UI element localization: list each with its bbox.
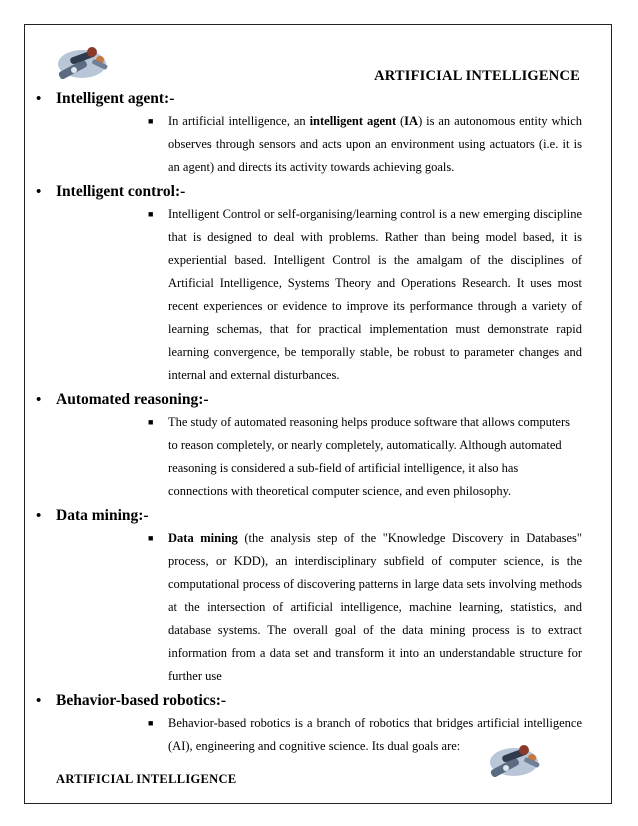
section-heading: • Intelligent control:- <box>36 181 584 203</box>
section-heading: • Behavior-based robotics:- <box>36 690 584 712</box>
section-paragraph: ■ The study of automated reasoning helps produce software that allows computers to reason completely, or nearly completely, automatically. Although automated reasoning is considered a sub-field of artificial intelligence, it also has connections with theoretical computer science, and even philosophy. <box>168 411 584 503</box>
section-paragraph: ■ Behavior-based robotics is a branch of robotics that bridges artificial intelligence (AI), engineering and cognitive science. Its dual goals are: <box>168 712 584 758</box>
section-intelligent-control <box>36 181 584 387</box>
section-paragraph: ■ Intelligent Control or self-organising/learning control is a new emerging discipline that is designed to deal with problems. Rather than being model based, it is experiential based. Intelligent Control is the amalgam of the disciplines of Artificial Intelligence, Systems Theory and Operations Research. It uses most recent experiences or evidence to improve its performance through a variety of learning schemas, that for practical implementation must demonstrate rapid learning convergence, be temporally stable, be robust to parameter changes and internal and external disturbances. <box>168 203 584 387</box>
robot-hand-icon <box>52 40 114 84</box>
robot-hand-icon <box>484 738 546 782</box>
square-bullet-icon: ■ <box>148 718 154 728</box>
section-heading: • Intelligent agent:- <box>36 88 584 110</box>
section-data-mining <box>36 505 584 688</box>
section-automated-reasoning <box>36 389 584 503</box>
square-bullet-icon: ■ <box>148 209 154 219</box>
section-paragraph: ■ Data mining (the analysis step of the "Knowledge Discovery in Databases" process, or KDD), an interdisciplinary subfield of computer science, is the computational process of discovering patterns in large data sets involving methods at the intersection of artificial intelligence, machine learning, statistics, and database systems. The overall goal of the data mining process is to extract information from a data set and transform it into an understandable structure for further use <box>168 527 584 688</box>
square-bullet-icon: ■ <box>148 417 154 427</box>
page-footer: ARTIFICIAL INTELLIGENCE <box>56 772 237 786</box>
page-title: ARTIFICIAL INTELLIGENCE <box>374 68 580 84</box>
square-bullet-icon: ■ <box>148 116 154 126</box>
square-bullet-icon: ■ <box>148 533 154 543</box>
section-intelligent-agent <box>36 88 584 179</box>
section-heading: • Data mining:- <box>36 505 584 527</box>
section-paragraph: ■ In artificial intelligence, an intelligent agent (IA) is an autonomous entity which observes through sensors and acts upon an environment using actuators (i.e. it is an agent) and directs its activity towards achieving goals. <box>168 110 584 179</box>
section-heading: • Automated reasoning:- <box>36 389 584 411</box>
document-body <box>36 86 584 758</box>
